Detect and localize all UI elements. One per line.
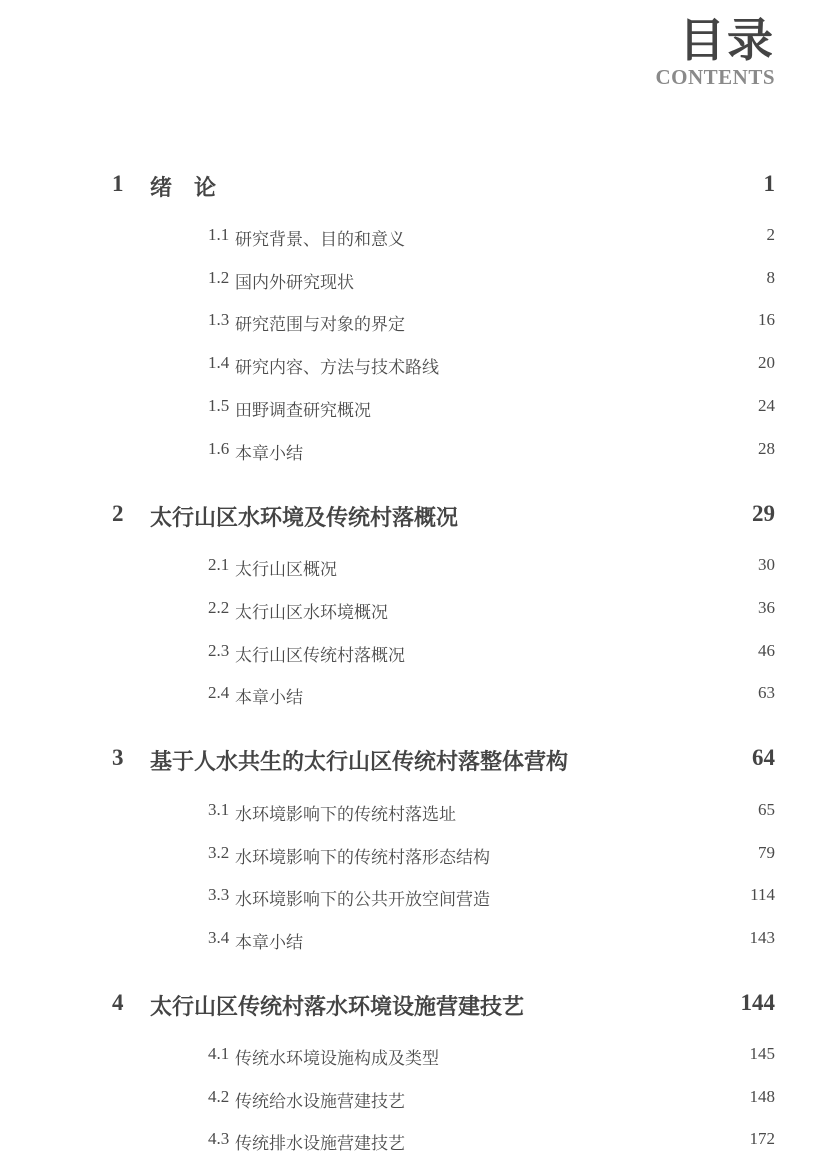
section-number: 4.1 [208,1044,230,1063]
section-number: 3.1 [208,800,230,819]
chapter-page: 64 [752,745,775,770]
section-title: 水环境影响下的传统村落选址 [235,805,456,825]
section-number: 2.3 [208,641,230,660]
section-number: 1.3 [208,310,230,329]
section-title: 本章小结 [235,933,303,953]
section-page: 143 [749,928,775,947]
section-page: 148 [749,1087,775,1106]
chapter-row[interactable] [0,745,834,775]
section-title: 传统水环境设施构成及类型 [235,1049,439,1069]
section-title: 太行山区传统村落概况 [235,646,405,666]
section-number: 1.1 [208,225,230,244]
chapter-row[interactable] [0,990,834,1020]
chapter-title: 基于人水共生的太行山区传统村落整体营构 [150,749,569,775]
chapter-number: 3 [112,745,124,770]
chapter-page: 1 [763,171,775,196]
section-page: 24 [758,396,775,415]
section-title: 本章小结 [235,688,303,708]
section-page: 145 [749,1044,775,1063]
section-number: 1.6 [208,439,230,458]
chapter-number: 1 [112,171,124,196]
section-page: 2 [766,225,775,244]
section-title: 本章小结 [235,444,303,464]
section-number: 3.4 [208,928,230,947]
section-title: 田野调查研究概况 [235,401,371,421]
section-title: 研究背景、目的和意义 [235,230,405,250]
section-title: 太行山区水环境概况 [235,603,388,623]
section-number: 1.5 [208,396,230,415]
chapter-page: 144 [740,990,775,1015]
section-page: 79 [758,843,775,862]
section-number: 4.2 [208,1087,230,1106]
section-number: 4.3 [208,1129,230,1148]
section-page: 65 [758,800,775,819]
chapter-row[interactable] [0,171,834,201]
chapter-page: 29 [752,501,775,526]
chapter-title: 太行山区水环境及传统村落概况 [150,505,459,531]
chapter-title: 绪 论 [150,175,217,201]
section-title: 传统排水设施营建技艺 [235,1134,405,1154]
chapter-number: 2 [112,501,124,526]
section-number: 2.4 [208,683,230,702]
section-title: 水环境影响下的公共开放空间营造 [235,890,490,910]
chapter-number: 4 [112,990,124,1015]
chapter-row[interactable] [0,501,834,531]
section-page: 28 [758,439,775,458]
section-number: 1.4 [208,353,230,372]
chapter-title: 太行山区传统村落水环境设施营建技艺 [150,994,525,1020]
section-title: 太行山区概况 [235,560,337,580]
section-number: 3.3 [208,885,230,904]
section-title: 研究内容、方法与技术路线 [235,358,439,378]
page-subtitle: CONTENTS [655,65,775,89]
section-title: 水环境影响下的传统村落形态结构 [235,848,490,868]
section-number: 1.2 [208,268,230,287]
section-page: 172 [749,1129,775,1148]
section-number: 2.1 [208,555,230,574]
section-title: 传统给水设施营建技艺 [235,1092,405,1112]
section-title: 国内外研究现状 [235,273,354,293]
section-page: 16 [758,310,775,329]
section-page: 36 [758,598,775,617]
section-page: 114 [750,885,775,904]
section-page: 30 [758,555,775,574]
section-page: 20 [758,353,775,372]
section-page: 8 [766,268,775,287]
section-page: 63 [758,683,775,702]
section-title: 研究范围与对象的界定 [235,315,405,335]
section-number: 2.2 [208,598,230,617]
section-number: 3.2 [208,843,230,862]
section-page: 46 [758,641,775,660]
page-title: 目录 [679,13,775,67]
